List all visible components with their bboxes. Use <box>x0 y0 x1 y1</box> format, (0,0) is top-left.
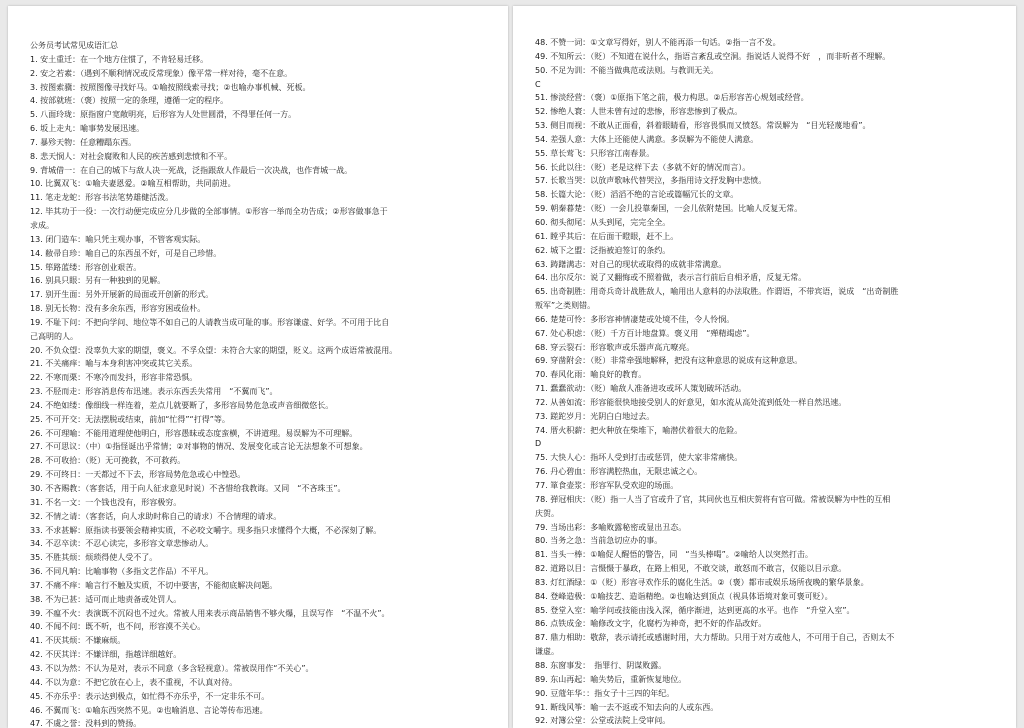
idiom-line: 59. 朝秦暮楚：（贬）一会儿投靠秦国，一会儿依附楚国。比喻人反复无常。 <box>535 204 803 214</box>
idiom-line: 84. 登峰造极：①喻技艺、造诣精绝。②也喻达到顶点（视具体语境对象可褒可贬）。 <box>535 591 833 601</box>
idiom-line: 14. 敝帚自珍：喻自己的东西虽不好，可是自己珍惜。 <box>30 248 222 258</box>
idiom-line: 75. 大快人心：指坏人受到打击或惩罚，使大家非常痛快。 <box>535 453 743 463</box>
document-title: 公务员考试常见成语汇总 <box>30 41 118 50</box>
idiom-line: 26. 不可理喻：不能用道理使他明白，形容愚昧或态度蛮横，不讲道理。易误解为不可理解。 <box>30 428 358 438</box>
idiom-line: 62. 城下之盟：泛指被迫签订的条约。 <box>535 245 671 255</box>
idiom-line: 叛军”之类则错。 <box>535 301 596 311</box>
idiom-line: 35. 不胜其烦：烦琐得使人受不了。 <box>30 553 158 563</box>
idiom-line: 求成。 <box>30 220 54 230</box>
idiom-line: 31. 不名一文：一个钱也没有，形容极穷。 <box>30 497 182 507</box>
idiom-line: 44. 不以为意：不把它放在心上，表不重视，不认真对待。 <box>30 677 238 687</box>
idiom-line: 40. 不闻不问：既不听，也不问，形容漠不关心。 <box>30 622 206 632</box>
idiom-line: 52. 惨绝人寰：人世未曾有过的悲惨，形容悲惨到了极点。 <box>535 107 743 117</box>
idiom-line: 73. 蹉跎岁月：光阴白白地过去。 <box>535 411 655 421</box>
idiom-line: 37. 不痛不痒：喻言行不触及实质，不切中要害，不能彻底解决问题。 <box>30 580 278 590</box>
idiom-line: 92. 对簿公堂：公堂或法院上受审问。 <box>535 716 671 726</box>
idiom-line: 27. 不可思议：（中）①指怪诞出乎常情；②对事物的情况、发展变化或言论无法想象不可想象。 <box>30 442 368 452</box>
idiom-line: 70. 春风化雨：喻良好的教育。 <box>535 370 647 380</box>
idiom-line: 39. 不瘟不火：表演既不沉闷也不过火。常被人用来表示商品销售不够火爆，且误写作 “不温不火”。 <box>30 608 390 618</box>
right-entry-list <box>535 36 1006 728</box>
idiom-line: 30. 不吝赐教：（客套话，用于向人征求意见时说）不吝惜给我教诲。又同 “不吝珠玉”。 <box>30 484 346 493</box>
idiom-line: 76. 丹心碧血：形容满腔热血，无限忠诚之心。 <box>535 467 703 477</box>
idiom-line: 63. 踌躇满志：对自己的现状或取得的成就非常满意。 <box>535 259 727 269</box>
idiom-line: 4. 按部就班：（褒）按照一定的条理，遵循一定的程序。 <box>30 96 229 106</box>
idiom-line: 85. 登堂入室：喻学问或技能由浅入深，循序渐进，达到更高的水平。也作 “升堂入室”。 <box>535 605 855 615</box>
idiom-line: 38. 不为已甚：适可而止地责备或处罚人。 <box>30 594 182 604</box>
idiom-line: 9. 背城借一：在自己的城下与敌人决一死战，泛指跟敌人作最后一次决战，也作背城一战。 <box>30 165 353 175</box>
idiom-line: 己高明的人。 <box>30 331 78 341</box>
idiom-line: 68. 穿云裂石：形容歌声或乐器声高亢嘹亮。 <box>535 342 695 352</box>
idiom-line: 60. 彻头彻尾：从头到尾，完完全全。 <box>535 217 671 227</box>
idiom-line: 86. 点铁成金：喻修改文字，化腐朽为神奇，把不好的作品改好。 <box>535 619 767 629</box>
idiom-line: 29. 不可终日：一天都过不下去，形容局势危急或心中惶恐。 <box>30 470 246 480</box>
idiom-line: 77. 箪食壶浆：形容军队受欢迎的场面。 <box>535 481 679 490</box>
idiom-line: 66. 楚楚可怜：多形容神情凄楚或处境不佳，令人怜悯。 <box>535 314 735 324</box>
idiom-line: 50. 不足为训：不能当做典范或法则。与教训无关。 <box>535 65 719 75</box>
idiom-line: 10. 比翼双飞：①喻夫妻恩爱。②喻互相帮助，共同前进。 <box>30 179 236 189</box>
idiom-line: C <box>535 79 541 89</box>
idiom-line: 80. 当务之急：当前急切应办的事。 <box>535 536 663 546</box>
idiom-line: 69. 穿凿附会：（贬）非常牵强地解释，把没有这种意思的说成有这种意思。 <box>535 356 803 366</box>
left-page-text <box>30 39 498 728</box>
idiom-line: 19. 不耻下问：不把向学问、地位等不如自己的人请教当成可耻的事。形容谦虚、好学。不可用于比自 <box>30 317 390 327</box>
idiom-line: 79. 当场出彩：多喻败露秘密或显出丑态。 <box>535 522 687 532</box>
idiom-line: 42. 不厌其详：不嫌详细，指越详细越好。 <box>30 650 182 660</box>
idiom-line: 3. 按图索骥：按照图像寻找好马。①喻按照线索寻找；②也喻办事机械、死板。 <box>30 82 311 92</box>
idiom-line: 82. 道路以目：言慑慑于暴政，在路上相见，不敢交谈，敢怒而不敢言，仅能以目示意。 <box>535 564 847 574</box>
idiom-line: 55. 草长莺飞：只形容江南春景。 <box>535 148 655 158</box>
idiom-line: 57. 长歌当哭：以放声歌咏代替哭泣，多指用诗文抒发胸中悲愤。 <box>535 176 767 186</box>
idiom-line: 21. 不关痛痒：喻与本身利害冲突或其它关系。 <box>30 359 198 369</box>
idiom-line: 90. 豆蔻年华：：指女子十三四的年纪。 <box>535 688 675 698</box>
idiom-line: 11. 笔走龙蛇：形容书法笔势雄健活泼。 <box>30 193 174 203</box>
idiom-line: 7. 暴殄天物：任意糟蹋东西。 <box>30 137 137 147</box>
idiom-line: 1. 安土重迁：在一个地方住惯了，不肯轻易迁移。 <box>30 54 209 64</box>
idiom-line: 64. 出尔反尔：说了又翻悔或不照着做，表示言行前后自相矛盾，反复无常。 <box>535 273 807 283</box>
idiom-line: 45. 不亦乐乎：表示达到极点，如忙得不亦乐乎，不一定非乐不可。 <box>30 691 270 701</box>
idiom-line: 49. 不知所云：（贬）不知道在说什么，指语言紊乱或空洞。指说话人说得不好 ，而非听者不理解。 <box>535 51 891 61</box>
idiom-line: 20. 不负众望：没辜负大家的期望，褒义。不孚众望：未符合大家的期望，贬义。这两个成语常被混用。 <box>30 345 398 355</box>
idiom-line: 83. 灯红酒绿：①（贬）形容寻欢作乐的腐化生活。②（褒）都市或娱乐场所夜晚的繁华景象。 <box>535 577 869 587</box>
idiom-line: 51. 惨淡经营：（褒）①原指下笔之前，极力构思。②后形容苦心规划或经营。 <box>535 93 809 103</box>
idiom-line: 41. 不厌其烦：不嫌麻烦。 <box>30 636 126 646</box>
idiom-line: 56. 长此以往：（贬）老是这样下去（多就不好的情况而言）。 <box>535 162 751 172</box>
idiom-line: 67. 处心积虑：（贬）千方百计地盘算。褒义用 “殚精竭虑”。 <box>535 328 755 338</box>
idiom-line: 48. 不赞一词：①文章写得好，别人不能再添一句话。②指一言不发。 <box>535 38 781 47</box>
idiom-line: 43. 不以为然：不认为是对，表示不同意（多含轻视意）。常被误用作“不关心”。 <box>30 663 314 673</box>
idiom-line: 23. 不胫而走：形容消息传布迅速。表示东西丢失常用 “不翼而飞”。 <box>30 387 278 397</box>
idiom-line: 89. 东山再起：喻失势后，重新恢复地位。 <box>535 674 687 684</box>
idiom-line: 81. 当头一棒：①喻促人醒悟的警告，同 “当头棒喝”。②喻给人以突然打击。 <box>535 550 813 560</box>
idiom-line: 庆贺。 <box>535 508 559 518</box>
idiom-line: 87. 鼎力相助：敬辞，表示请托或感谢时用，大力帮助。只用于对方或他人，不可用于自己，否则太不 <box>535 633 895 643</box>
idiom-line: 13. 闭门造车：喻只凭主观办事，不管客观实际。 <box>30 234 206 244</box>
idiom-line: 32. 不情之请：（客套话，向人求助时称自己的请求）不合情理的请求。 <box>30 511 282 521</box>
document-page-left <box>8 6 508 728</box>
left-entry-list <box>30 53 498 728</box>
idiom-line: 46. 不翼而飞：①喻东西突然不见。②也喻消息、言论等传布迅速。 <box>30 705 268 715</box>
idiom-line: 36. 不同凡响：比喻事物（多指文艺作品）不平凡。 <box>30 567 214 577</box>
idiom-line: 15. 筚路蓝缕：形容创业艰苦。 <box>30 262 142 272</box>
idiom-line: 54. 差强人意：大体上还能使人满意。多误解为不能使人满意。 <box>535 134 759 144</box>
idiom-line: 17. 别开生面：另外开展新的局面或开创新的形式。 <box>30 290 214 300</box>
idiom-line: 2. 安之若素：（遇到不顺利情况或反常现象）像平常一样对待，毫不在意。 <box>30 68 293 78</box>
idiom-line: 谦虚。 <box>535 647 559 657</box>
idiom-line: 61. 瞠乎其后：在后面干瞪眼，赶不上。 <box>535 231 679 241</box>
idiom-line: 16. 别具只眼：另有一种独到的见解。 <box>30 276 166 286</box>
idiom-line: 34. 不忍卒读：不忍心读完，多形容文章悲惨动人。 <box>30 539 214 549</box>
idiom-line: 71. 蠢蠢欲动：（贬）喻敌人准备进攻或坏人策划破坏活动。 <box>535 384 747 394</box>
idiom-line: 24. 不绝如缕：像细线一样连着，差点儿就要断了，多形容局势危急或声音细微悠长。 <box>30 400 334 410</box>
idiom-line: 6. 坂上走丸：喻事势发展迅速。 <box>30 124 145 134</box>
idiom-line: 8. 悲天悯人：对社会腐败和人民的疾苦感到悲愤和不平。 <box>30 151 233 161</box>
idiom-line: 25. 不可开交：无法摆脱或结束，前加“忙得”“打得”等。 <box>30 414 230 424</box>
idiom-line: 88. 东窗事发： 指罪行、阴谋败露。 <box>535 660 667 670</box>
idiom-line: 65. 出奇制胜：用奇兵奇计战胜敌人，喻用出人意料的办法取胜。作谓语，不带宾语，说成 “出奇制胜 <box>535 287 899 297</box>
idiom-line: 78. 弹冠相庆：（贬）指一人当了官或升了官，其同伙也互相庆贺将有官可做。常被误解为中性的互相 <box>535 494 891 504</box>
idiom-line: 72. 从善如流：形容能很快地接受别人的好意见，如水流从高处流到低处一样自然迅速。 <box>535 397 847 407</box>
idiom-line: 22. 不寒而栗：不寒冷而发抖，形容非常恐惧。 <box>30 373 198 383</box>
document-page-right <box>513 6 1016 728</box>
idiom-line: 18. 别无长物：没有多余东西，形容穷困或俭朴。 <box>30 304 206 314</box>
idiom-line: 53. 侧目而视：不敢从正面看，斜着眼睛看，形容畏惧而又愤怒。常误解为 “目光轻蔑地看”。 <box>535 121 871 131</box>
idiom-line: 91. 断线风筝：喻一去不返或不知去向的人或东西。 <box>535 702 719 712</box>
idiom-line: 33. 不求甚解：原指读书要领会精神实质，不必咬文嚼字。现多指只求懂得个大概，不必深刻了解。 <box>30 525 382 535</box>
right-page-text <box>535 36 1006 728</box>
idiom-line: 12. 毕其功于一役：一次行动便完成应分几步做的全部事情。①形容一举而全功告成；②形容做事急于 <box>30 207 388 217</box>
idiom-line: 74. 厝火积薪：把火种放在柴堆下，喻潜伏着很大的危险。 <box>535 425 743 435</box>
idiom-line: 28. 不可收拾：（贬）无可挽救，不可救药。 <box>30 456 186 466</box>
idiom-line: 58. 长篇大论：（贬）滔滔不绝的言论或篇幅冗长的文章。 <box>535 190 739 200</box>
idiom-line: D <box>535 439 542 449</box>
idiom-line: 5. 八面玲珑：原指窗户宽敞明亮，后形容为人处世圆滑，不得罪任何一方。 <box>30 110 297 120</box>
idiom-line: 47. 不虞之誉：没料到的赞扬。 <box>30 719 142 728</box>
